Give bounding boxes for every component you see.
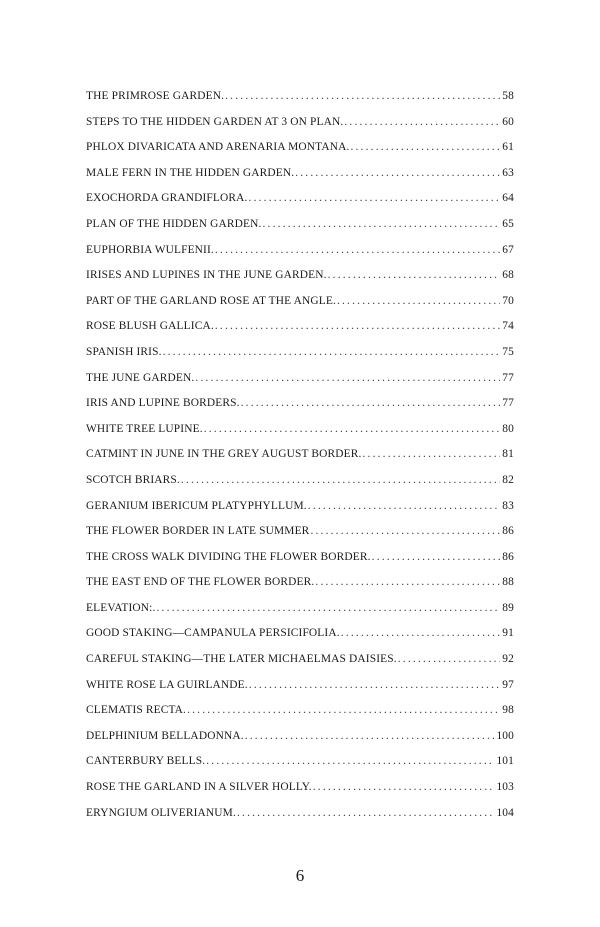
dot-leader	[241, 397, 501, 409]
toc-entry	[86, 679, 514, 705]
dot-leader	[215, 320, 500, 332]
toc-entry-title: SPANISH IRIS.	[86, 345, 162, 358]
toc-entry	[86, 602, 514, 628]
toc-entry-title: CATMINT IN JUNE IN THE GREY AUGUST BORDER.	[86, 448, 362, 461]
toc-entry	[86, 320, 514, 346]
toc-entry	[86, 576, 514, 602]
toc-entry	[86, 551, 514, 577]
toc-entry-page: 103	[496, 781, 514, 794]
dot-leader	[225, 90, 500, 102]
toc-entry-title: WHITE TREE LUPINE.	[86, 422, 203, 435]
toc-entry-title: CAREFUL STAKING—THE LATER MICHAELMAS DAISIES.	[86, 653, 397, 666]
toc-entry-title: GERANIUM IBERICUM PLATYPHYLLUM.	[86, 499, 307, 512]
toc-entry	[86, 500, 514, 526]
toc-entry-page: 83	[502, 499, 514, 512]
toc-entry-title: THE CROSS WALK DIVIDING THE FLOWER BORDER.	[86, 550, 371, 563]
toc-entry-page: 77	[502, 397, 514, 410]
toc-entry	[86, 346, 514, 372]
toc-entry	[86, 295, 514, 321]
dot-leader	[245, 730, 495, 742]
toc-entry-page: 97	[502, 678, 514, 691]
dot-leader	[398, 653, 501, 665]
dot-leader	[263, 218, 501, 230]
toc-entry-page: 104	[496, 806, 514, 819]
dot-leader	[181, 474, 500, 486]
toc-entry	[86, 269, 514, 295]
dot-leader	[187, 704, 500, 716]
toc-entry	[86, 704, 514, 730]
dot-leader	[308, 500, 501, 512]
toc-entry	[86, 116, 514, 142]
dot-leader	[315, 576, 500, 588]
toc-entry-page: 88	[502, 576, 514, 589]
toc-entry-page: 98	[502, 704, 514, 717]
toc-entry-page: 65	[502, 217, 514, 230]
toc-entry	[86, 525, 514, 551]
toc-entry-title: IRISES AND LUPINES IN THE JUNE GARDEN.	[86, 269, 327, 282]
toc-entry	[86, 218, 514, 244]
toc-entry-title: CANTERBURY BELLS.	[86, 755, 206, 768]
toc-entry-page: 82	[502, 473, 514, 486]
dot-leader	[249, 679, 501, 691]
dot-leader	[344, 116, 500, 128]
toc-entry-page: 101	[496, 755, 514, 768]
toc-entry	[86, 755, 514, 781]
toc-entry	[86, 423, 514, 449]
toc-entry	[86, 397, 514, 423]
toc-entry-title: DELPHINIUM BELLADONNA.	[86, 729, 244, 742]
toc-entry-title: ROSE THE GARLAND IN A SILVER HOLLY.	[86, 781, 312, 794]
toc-entry-title: THE JUNE GARDEN.	[86, 371, 195, 384]
toc-entry-page: 58	[502, 90, 514, 102]
dot-leader	[341, 627, 501, 639]
toc-entry	[86, 141, 514, 167]
toc-entry-page: 61	[502, 141, 514, 154]
toc-entry-page: 63	[502, 166, 514, 179]
toc-entry-title: SCOTCH BRIARS.	[86, 473, 180, 486]
toc-entry-page: 75	[502, 345, 514, 358]
toc-entry-title: ROSE BLUSH GALLICA.	[86, 320, 214, 333]
toc-entry-title: GOOD STAKING—CAMPANULA PERSICIFOLIA.	[86, 627, 340, 640]
dot-leader	[337, 295, 500, 307]
dot-leader	[215, 244, 500, 256]
toc-entry	[86, 372, 514, 398]
dot-leader	[163, 346, 501, 358]
toc-entry-title: CLEMATIS RECTA.	[86, 704, 187, 717]
dot-leader	[350, 141, 500, 153]
toc-entry-page: 67	[502, 243, 514, 256]
toc-entry	[86, 448, 514, 474]
toc-entry-page: 68	[502, 269, 514, 282]
toc-entry-page: 86	[502, 550, 514, 563]
toc-entry	[86, 653, 514, 679]
toc-entry	[86, 192, 514, 218]
toc-entry-title: THE FLOWER BORDER IN LATE SUMMER	[86, 525, 310, 538]
toc-entry-page: 92	[502, 653, 514, 666]
toc-entry-title: IRIS AND LUPINE BORDERS.	[86, 397, 240, 410]
toc-entry	[86, 730, 514, 756]
toc-entry-page: 60	[502, 115, 514, 128]
toc-entry	[86, 167, 514, 193]
toc-entry-title: PLAN OF THE HIDDEN GARDEN.	[86, 217, 262, 230]
dot-leader	[204, 423, 501, 435]
dot-leader	[195, 372, 500, 384]
toc-entry-page: 91	[502, 627, 514, 640]
dot-leader	[249, 192, 501, 204]
toc-entry-title: PART OF THE GARLAND ROSE AT THE ANGLE.	[86, 294, 336, 307]
toc-entry-title: THE PRIMROSE GARDEN.	[86, 90, 225, 102]
toc-entry-title: MALE FERN IN THE HIDDEN GARDEN.	[86, 166, 295, 179]
dot-leader	[313, 781, 495, 793]
toc-entry-page: 77	[502, 371, 514, 384]
dot-leader	[310, 525, 500, 537]
toc-entry-title: WHITE ROSE LA GUIRLANDE.	[86, 678, 248, 691]
toc-entry-page: 80	[502, 422, 514, 435]
toc-entry-page: 74	[502, 320, 514, 333]
dot-leader	[156, 602, 500, 614]
page-number: 6	[295, 866, 305, 885]
toc-entry-page: 86	[502, 525, 514, 538]
table-of-contents	[86, 90, 514, 832]
toc-entry-page: 70	[502, 294, 514, 307]
toc-entry-page: 81	[502, 448, 514, 461]
toc-entry	[86, 90, 514, 116]
toc-entry-title: EUPHORBIA WULFENII.	[86, 243, 214, 256]
dot-leader	[362, 448, 500, 460]
dot-leader	[206, 755, 494, 767]
toc-entry	[86, 474, 514, 500]
dot-leader	[328, 269, 501, 281]
toc-entry-title: PHLOX DIVARICATA AND ARENARIA MONTANA.	[86, 141, 350, 154]
toc-entry-title: THE EAST END OF THE FLOWER BORDER.	[86, 576, 315, 589]
toc-entry	[86, 244, 514, 270]
toc-entry-page: 89	[502, 601, 514, 614]
dot-leader	[237, 807, 494, 819]
toc-entry-title: EXOCHORDA GRANDIFLORA.	[86, 192, 248, 205]
dot-leader	[372, 551, 501, 563]
toc-entry-title: STEPS TO THE HIDDEN GARDEN AT 3 ON PLAN.	[86, 115, 344, 128]
toc-entry	[86, 781, 514, 807]
dot-leader	[295, 167, 500, 179]
toc-entry-page: 100	[496, 729, 514, 742]
toc-entry-title: ELEVATION:.	[86, 601, 156, 614]
toc-entry	[86, 807, 514, 833]
toc-entry-page: 64	[502, 192, 514, 205]
toc-entry-title: ERYNGIUM OLIVERIANUM.	[86, 806, 236, 819]
toc-entry	[86, 627, 514, 653]
